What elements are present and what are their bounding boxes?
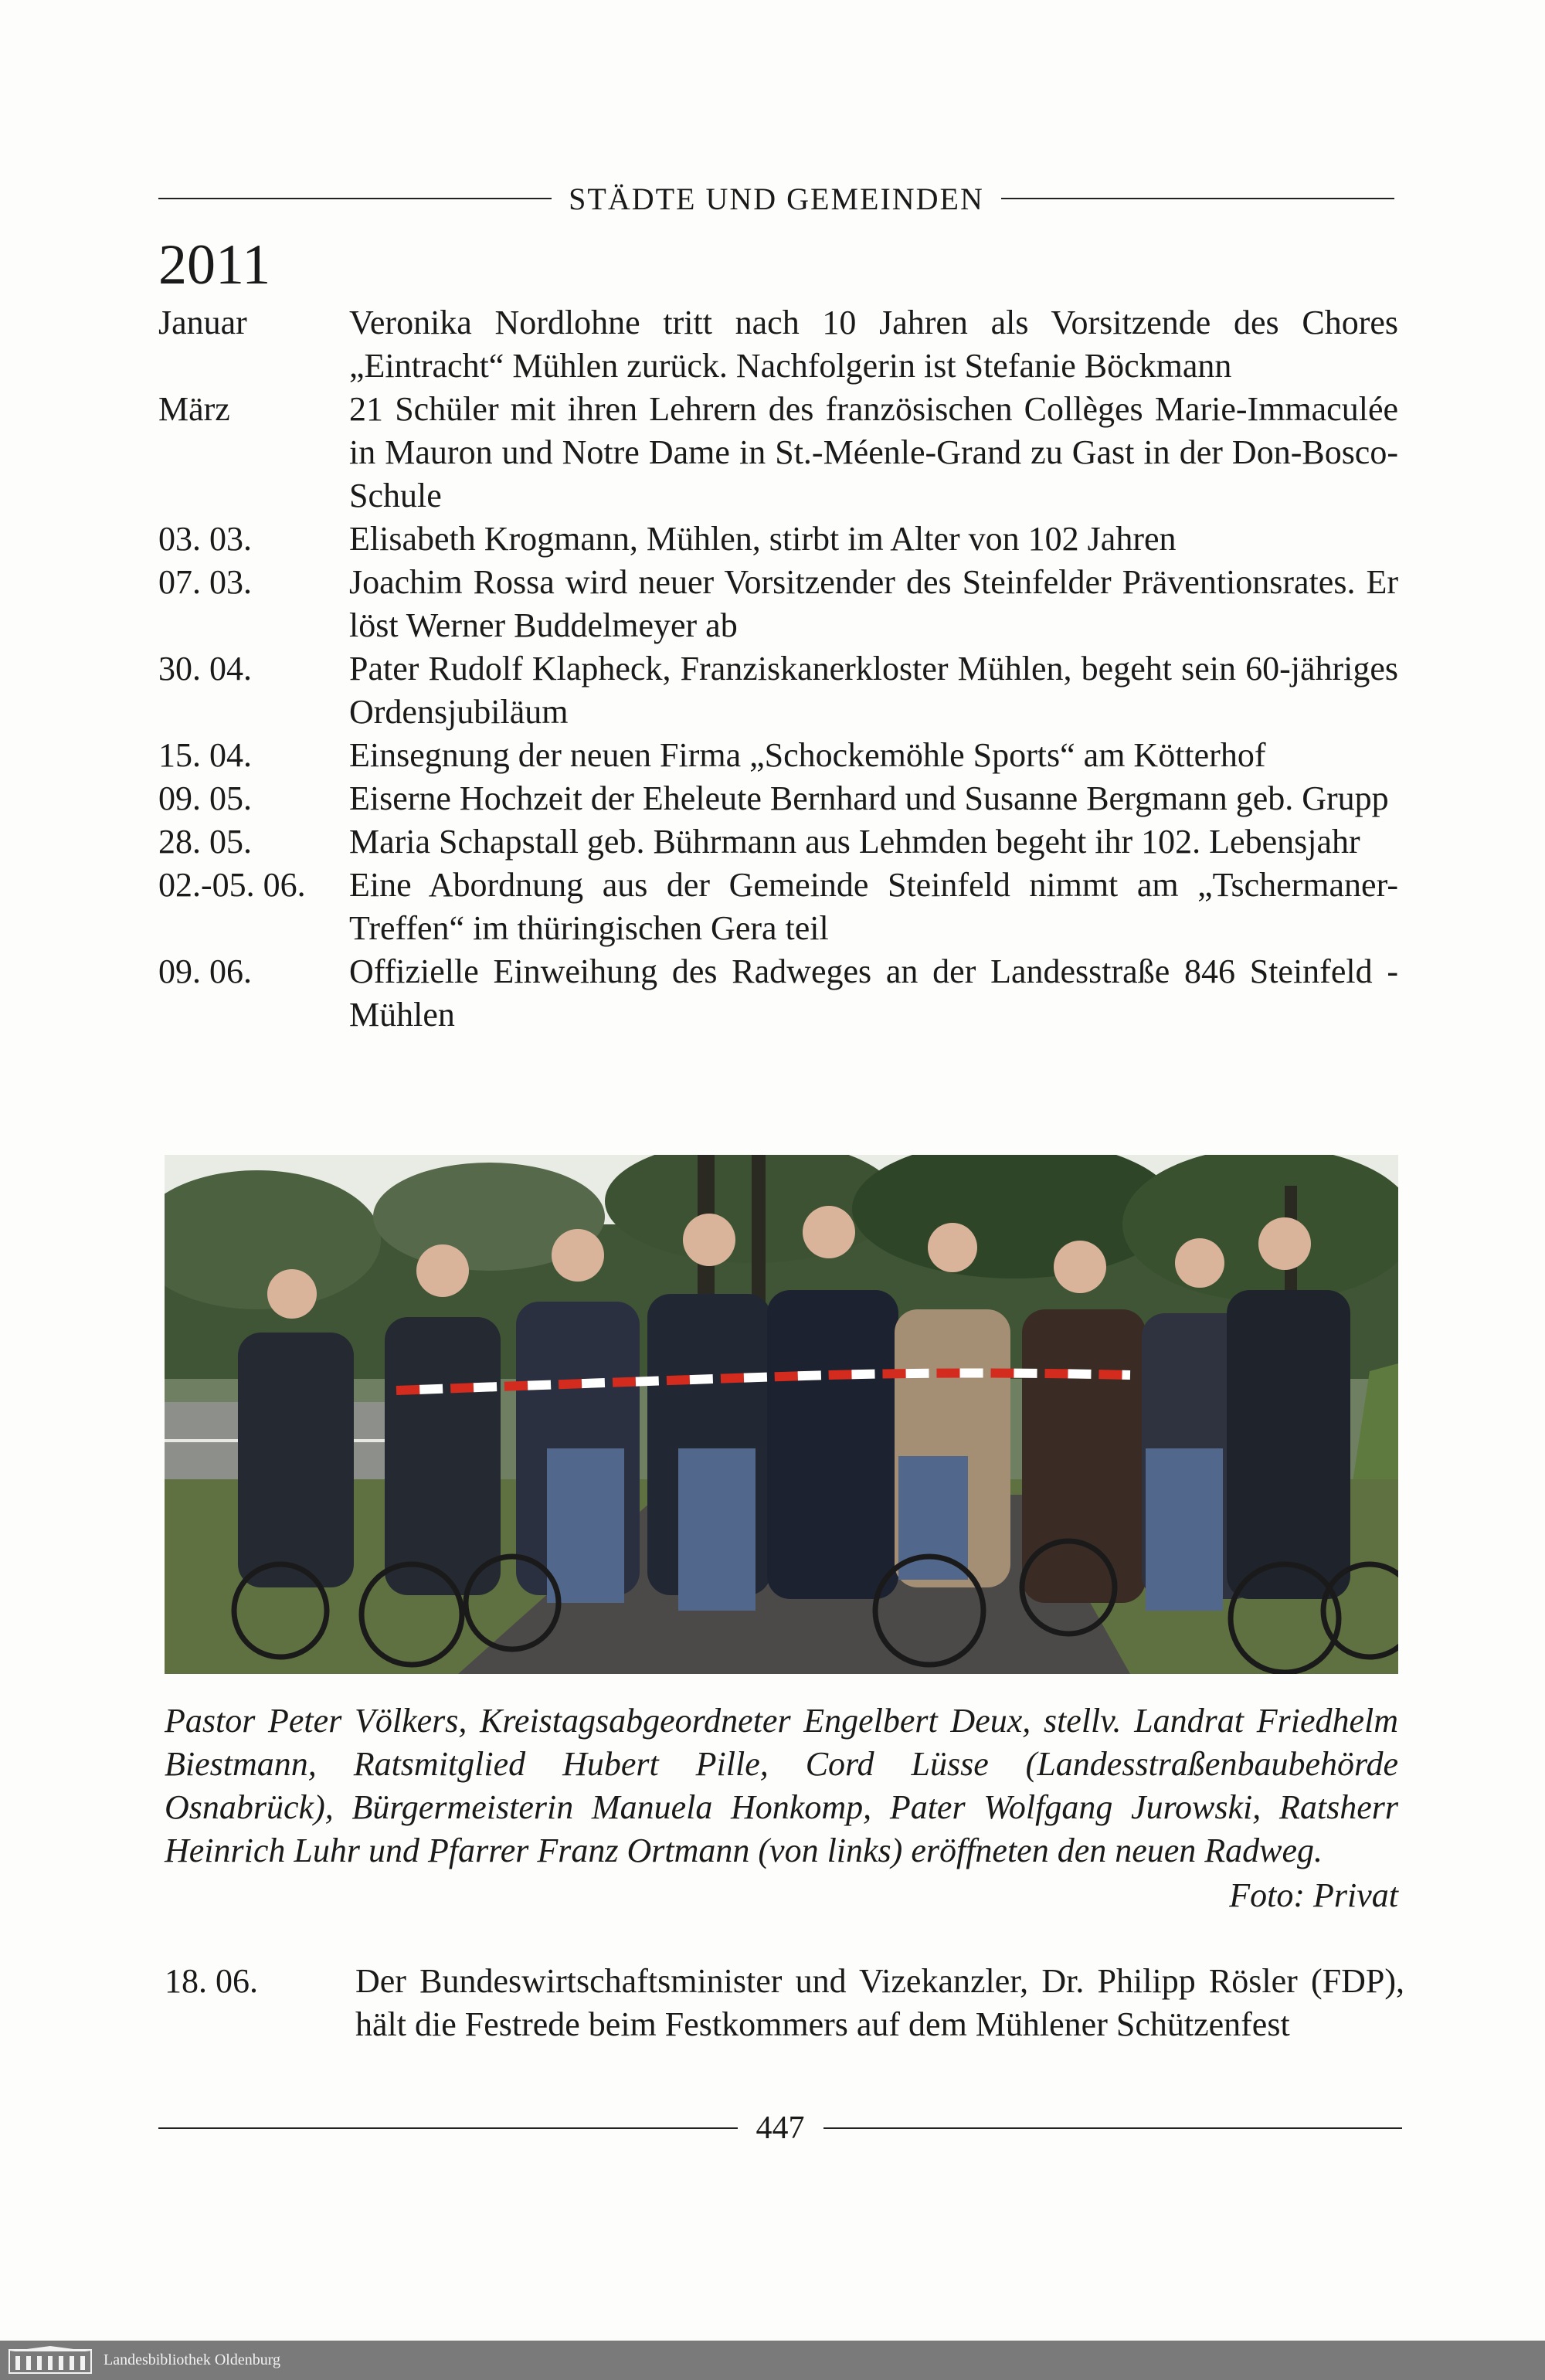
entry-date: 18. 06. bbox=[165, 1962, 258, 2000]
library-building-icon bbox=[8, 2345, 93, 2376]
entry-date: März bbox=[158, 390, 230, 428]
footer-rule-left bbox=[158, 2127, 738, 2129]
entry-date: 02.-05. 06. bbox=[158, 866, 306, 904]
chronicle-entry bbox=[165, 1960, 1404, 2046]
chronicle-entry bbox=[158, 777, 1398, 820]
year-heading: 2011 bbox=[158, 233, 271, 297]
footer-rule-right bbox=[823, 2127, 1403, 2129]
entry-date: Januar bbox=[158, 304, 247, 341]
ribbon-cutting-photo bbox=[165, 1155, 1398, 1674]
chronicle-entry bbox=[158, 734, 1398, 777]
entry-text: Eine Abordnung aus der Gemeinde Steinfeld nimmt am „Tschermaner-Treffen“ im thüringischen Gera teil bbox=[349, 866, 1398, 947]
page-footer bbox=[158, 2109, 1402, 2147]
chronicle-entry bbox=[158, 820, 1398, 864]
entry-text: Offizielle Einweihung des Radweges an der Landesstraße 846 Steinfeld - Mühlen bbox=[349, 952, 1398, 1034]
entry-text: Elisabeth Krogmann, Mühlen, stirbt im Alter von 102 Jahren bbox=[349, 520, 1177, 558]
entry-text: Pater Rudolf Klapheck, Franziskanerkloster Mühlen, begeht sein 60-jähriges Ordensjubiläum bbox=[349, 650, 1398, 731]
chronicle-entry bbox=[158, 388, 1398, 518]
entry-text: Joachim Rossa wird neuer Vorsitzender des Steinfelder Präventionsrates. Er löst Werner Buddelmeyer ab bbox=[349, 563, 1398, 644]
entry-text: 21 Schüler mit ihren Lehrern des französischen Collèges Marie-Immaculée in Mauron und Notre Dame in St.-Méenle-Grand zu Gast in der Don-Bosco-Schule bbox=[349, 390, 1398, 514]
chronicle-entry bbox=[158, 864, 1398, 950]
entry-date: 09. 06. bbox=[158, 952, 252, 990]
entry-text: Eiserne Hochzeit der Eheleute Bernhard und Susanne Bergmann geb. Grupp bbox=[349, 779, 1389, 817]
chronicle-entry bbox=[158, 518, 1398, 561]
entry-date: 30. 04. bbox=[158, 650, 252, 688]
page-number: 447 bbox=[756, 2110, 805, 2146]
library-name: Landesbibliothek Oldenburg bbox=[104, 2351, 281, 2368]
chronicle-entry bbox=[158, 950, 1398, 1037]
photo-credit: Foto: Privat bbox=[1229, 1876, 1398, 1914]
chronicle-entry bbox=[158, 301, 1398, 388]
running-header bbox=[158, 179, 1394, 218]
entry-date: 09. 05. bbox=[158, 779, 252, 817]
section-title: STÄDTE UND GEMEINDEN bbox=[569, 181, 984, 216]
entry-text: Der Bundeswirtschaftsminister und Vizekanzler, Dr. Philipp Rösler (FDP), hält die Festrede beim Festkommers auf dem Mühlener Schützenfest bbox=[355, 1962, 1404, 2043]
entry-date: 15. 04. bbox=[158, 736, 252, 774]
chronicle-entry bbox=[158, 561, 1398, 647]
chronicle-list-continued bbox=[165, 1960, 1404, 2046]
entry-date: 07. 03. bbox=[158, 563, 252, 601]
chronicle-list bbox=[158, 301, 1398, 1037]
photo-caption: Pastor Peter Völkers, Kreistagsabgeordneter Engelbert Deux, stellv. Landrat Friedhelm Biestmann, Ratsmitglied Hubert Pille, Cord Lüsse (Landesstraßenbaubehörde Osnabrück), Bürgermeisterin Manuela Honkomp, Pater Wolfgang Jurowski, Ratsherr Heinrich Luhr und Pfarrer Franz Ortmann (von links) eröffneten den neuen Radweg. bbox=[165, 1702, 1398, 1869]
chronicle-entry bbox=[158, 647, 1398, 734]
header-rule-left bbox=[158, 198, 552, 199]
library-bar bbox=[0, 2341, 1545, 2380]
entry-text: Einsegnung der neuen Firma „Schockemöhle Sports“ am Kötterhof bbox=[349, 736, 1266, 774]
entry-text: Veronika Nordlohne tritt nach 10 Jahren als Vorsitzende des Chores „Eintracht“ Mühlen zurück. Nachfolgerin ist Stefanie Böckmann bbox=[349, 304, 1398, 385]
entry-date: 03. 03. bbox=[158, 520, 252, 558]
entry-text: Maria Schapstall geb. Bührmann aus Lehmden begeht ihr 102. Lebensjahr bbox=[349, 823, 1360, 861]
entry-date: 28. 05. bbox=[158, 823, 252, 861]
header-rule-right bbox=[1001, 198, 1394, 199]
